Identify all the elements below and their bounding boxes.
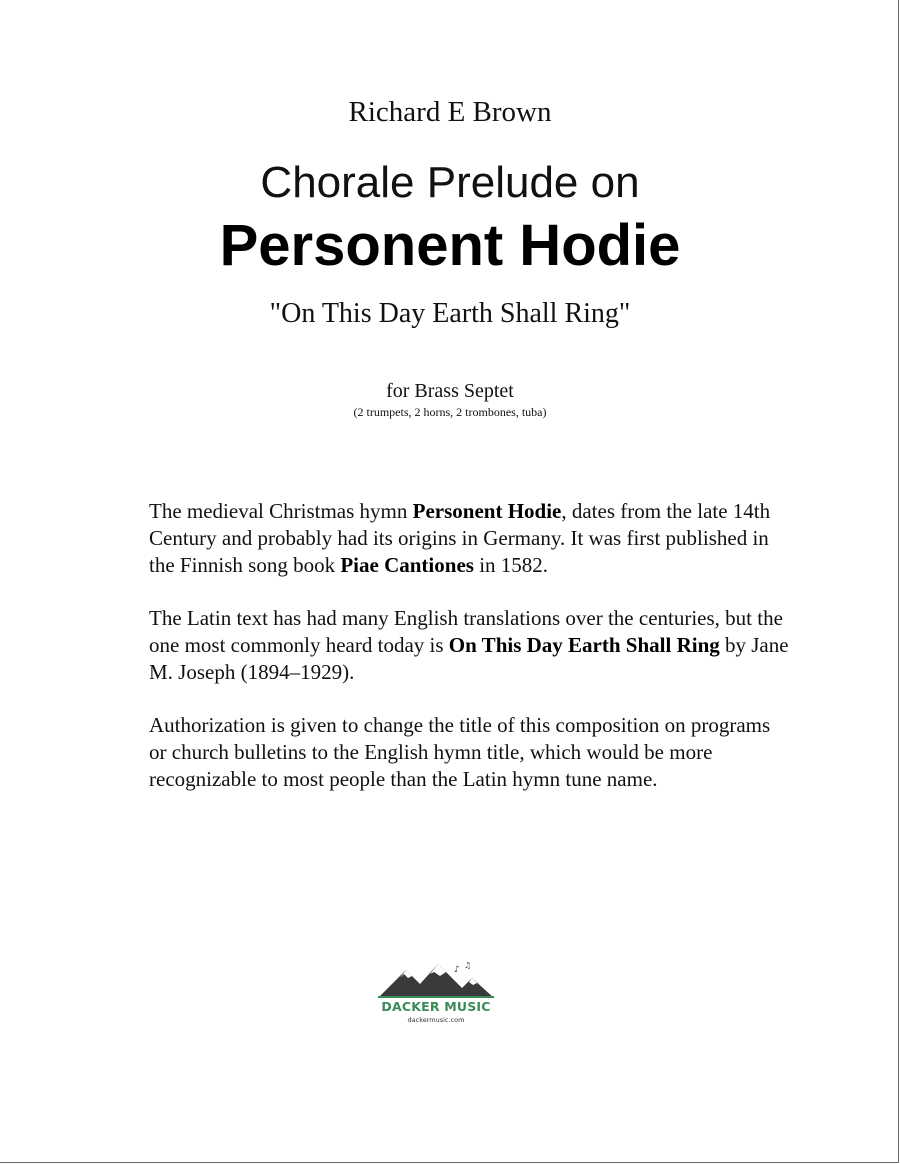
svg-text:♪: ♪	[454, 965, 460, 975]
subtitle: "On This Day Earth Shall Ring"	[269, 298, 631, 329]
svg-text:♫: ♫	[464, 961, 472, 970]
paragraph-authorization: Authorization is given to change the title of this composition on programs or church bulletins to the English hymn title, which would be more recognizable to most people than the Latin hymn tune name.	[149, 713, 771, 791]
publisher-url: dackermusic.com	[407, 1016, 465, 1024]
p1-text-1: The medieval Christmas hymn	[149, 499, 413, 523]
publisher-name: DACKER MUSIC	[381, 999, 491, 1014]
p1-text-2: , dates from the late 14th Century and probably had its origins in Germany. It was first published in the Finnish song book	[149, 499, 771, 577]
paragraph-translations	[149, 605, 789, 686]
paragraph-history	[149, 498, 789, 579]
p1-hymn-name: Personent Hodie	[412, 499, 562, 523]
title-prefix: Chorale Prelude on	[260, 158, 640, 207]
instrument-list: (2 trumpets, 2 horns, 2 trombones, tuba)	[353, 405, 547, 419]
main-title: Personent Hodie	[219, 213, 681, 278]
p1-songbook-name: Piae Cantiones	[340, 553, 474, 577]
p2-text-1: The Latin text has had many English translations over the centuries, but the one most commonly heard today is	[149, 606, 783, 657]
mountain-icon	[376, 960, 496, 1000]
instrumentation: for Brass Septet	[386, 380, 514, 402]
publisher-logo	[376, 960, 496, 1030]
p1-text-3: in 1582.	[473, 553, 549, 577]
p2-english-title: On This Day Earth Shall Ring	[448, 633, 720, 657]
composer-name: Richard E Brown	[348, 96, 552, 128]
p2-text-2: by Jane M. Joseph (1894–1929).	[149, 633, 789, 684]
